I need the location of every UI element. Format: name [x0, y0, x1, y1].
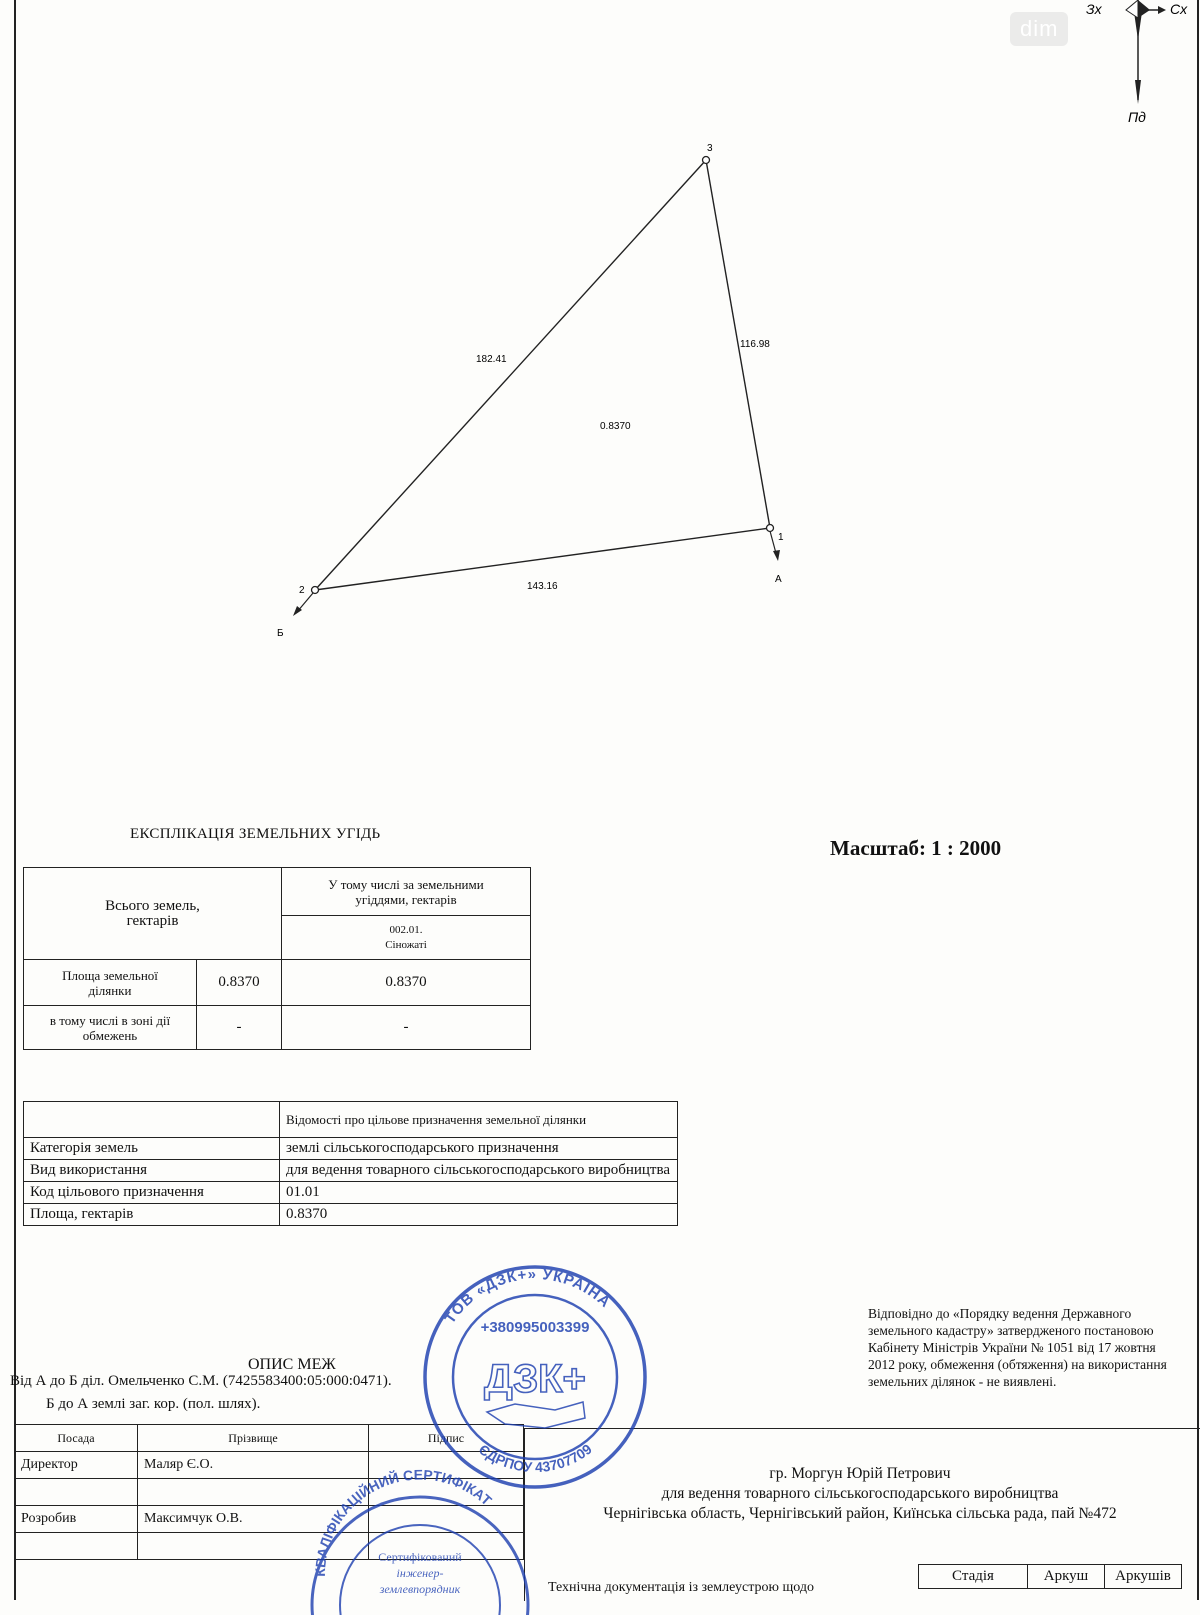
- boundaries-line-1: Від А до Б діл. Омельченко С.М. (7425583400:05:000:0471).: [10, 1373, 392, 1389]
- vertex-3: [703, 157, 710, 164]
- tech-doc-title: Технічна документація із землеустрою щодо: [548, 1580, 814, 1595]
- purpose-row-value: 01.01: [280, 1182, 678, 1204]
- arrow-a-head: [773, 550, 780, 561]
- explication-title: ЕКСПЛІКАЦІЯ ЗЕМЕЛЬНИХ УГІДЬ: [130, 826, 381, 842]
- owner-name: гр. Моргун Юрій Петрович: [769, 1465, 951, 1482]
- compass-icon: [1126, 0, 1166, 104]
- explication-incl-header: У тому числі за земельними угіддями, гектарів: [282, 868, 531, 916]
- purpose-row-label: Вид використання: [24, 1160, 280, 1182]
- purpose-row-label: Площа, гектарів: [24, 1204, 280, 1226]
- purpose-row-label: Категорія земель: [24, 1138, 280, 1160]
- marker-a-label: А: [775, 574, 782, 585]
- header-position: Посада: [15, 1425, 138, 1452]
- parcel-area-label: 0.8370: [600, 421, 631, 432]
- vertex-1-label: 1: [778, 532, 784, 543]
- header-surname: Прізвище: [138, 1425, 369, 1452]
- svg-text:ЄДРПОУ 43707709: ЄДРПОУ 43707709: [475, 1440, 595, 1476]
- purpose-row-label: Код цільового призначення: [24, 1182, 280, 1204]
- vertex-3-label: 3: [707, 143, 713, 154]
- purpose-row-value: для ведення товарного сільськогосподарського виробництва: [280, 1160, 678, 1182]
- sheet-info-table: [918, 1564, 1182, 1589]
- explication-row2-total: -: [197, 1006, 282, 1050]
- purpose-row-value: землі сільськогосподарського призначення: [280, 1138, 678, 1160]
- edge-length-3-1: 116.98: [740, 339, 770, 350]
- vertex-2: [312, 587, 319, 594]
- svg-text:ДЗК+: ДЗК+: [484, 1357, 586, 1401]
- purpose-table: [23, 1101, 678, 1226]
- land-plot-plan: [0, 0, 1200, 680]
- compass-east-label: Сх: [1170, 1, 1188, 17]
- watermark: dim: [1010, 12, 1068, 46]
- parcel-edge-2-3: [315, 160, 706, 590]
- explication-row2-value: -: [282, 1006, 531, 1050]
- scale-label: Масштаб: 1 : 2000: [830, 836, 1002, 860]
- svg-text:ТОВ «ДЗК+» УКРАЇНА: ТОВ «ДЗК+» УКРАЇНА: [441, 1265, 614, 1327]
- compass-west-label: Зх: [1086, 1, 1102, 17]
- explication-row1-label: Площа земельної ділянки: [24, 960, 197, 1006]
- purpose-row-value: 0.8370: [280, 1204, 678, 1226]
- explication-row1-value: 0.8370: [282, 960, 531, 1006]
- edge-length-1-2: 143.16: [527, 581, 558, 592]
- vertex-2-label: 2: [299, 585, 305, 596]
- marker-b-label: Б: [277, 628, 284, 639]
- svg-text:КВАЛІФІКАЦІЙНИЙ СЕРТИФІКАТ: КВАЛІФІКАЦІЙНИЙ СЕРТИФІКАТ: [311, 1466, 495, 1577]
- explication-row2-label: в тому числі в зоні дії обмежень: [24, 1006, 197, 1050]
- owner-location: Чернігівська область, Чернігівський район, Киїнська сільська рада, пай №472: [603, 1505, 1117, 1522]
- vertex-1: [767, 525, 774, 532]
- svg-text:інженер-: інженер-: [396, 1566, 444, 1580]
- header-signature: Підпис: [369, 1425, 524, 1452]
- explication-total-header: Всього земель, гектарів: [24, 868, 282, 960]
- sheets-header: Аркушів: [1105, 1565, 1182, 1589]
- signer-position: Директор: [15, 1452, 138, 1479]
- explication-row1-total: 0.8370: [197, 960, 282, 1006]
- compass-south-label: Пд: [1128, 109, 1146, 125]
- explication-code-header: 002.01. Сіножаті: [282, 916, 531, 960]
- owner-purpose: для ведення товарного сільськогосподарського виробництва: [661, 1485, 1059, 1502]
- boundaries-title: ОПИС МЕЖ: [248, 1356, 336, 1373]
- svg-text:Сертифікований: Сертифікований: [378, 1550, 462, 1564]
- explication-table: [23, 867, 531, 1050]
- signer-surname: Максимчук О.В.: [138, 1506, 369, 1533]
- restrictions-note: Відповідно до «Порядку ведення Державного земельного кадастру» затвердженого постановою Кабінету Міністрів України № 1051 від 17 жовтня 2012 року, обмеження (обтяження) на використання земельних ділянок - не виявлені.: [868, 1306, 1167, 1389]
- svg-text:землевпорядник: землевпорядник: [379, 1582, 461, 1596]
- svg-text:+380995003399: +380995003399: [480, 1319, 590, 1336]
- company-stamp: [415, 1262, 655, 1492]
- stage-header: Стадія: [919, 1565, 1028, 1589]
- edge-length-2-3: 182.41: [476, 354, 507, 365]
- purpose-header: Відомості про цільове призначення земельної ділянки: [280, 1102, 678, 1138]
- sheet-header: Аркуш: [1028, 1565, 1105, 1589]
- boundaries-line-2: Б до А землі заг. кор. (пол. шлях).: [46, 1396, 261, 1412]
- signer-surname: Маляр Є.О.: [138, 1452, 369, 1479]
- signer-position: Розробив: [15, 1506, 138, 1533]
